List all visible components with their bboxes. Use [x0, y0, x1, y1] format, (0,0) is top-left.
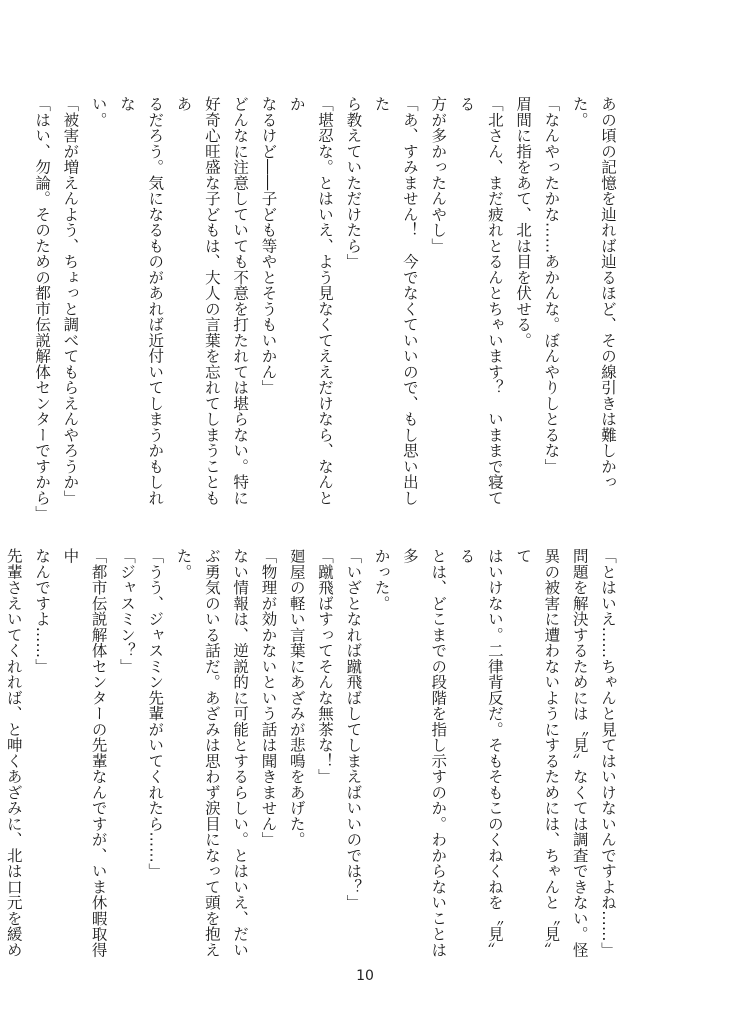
upper-text-line: い。: [89, 96, 108, 128]
upper-text-line: あの頃の記憶を辿れば辿るほど、その線引きは難しかった。: [570, 96, 617, 490]
upper-text-line: 「堪忍な。とはいえ、よう見なくてええだけなら、なんとか: [287, 96, 335, 506]
lower-text-line: 「うう、ジャスミン先輩がいてくれたら……」: [146, 548, 165, 879]
upper-text-line: 「あ、すみません！ 今でなくていいので、もし思い出した: [372, 96, 419, 506]
upper-text-block: [33, 96, 622, 522]
upper-text-line: 「なんやったかな……あかんな。ぼんやりしとるな」: [542, 96, 561, 474]
upper-text-line: どんなに注意していても不意を打たれては堪らない。特に: [231, 96, 250, 506]
lower-text-line: 廻屋の軽い言葉にあざみが悲鳴をあげた。: [287, 548, 306, 848]
upper-text-line: 「北さん、まだ疲れとるんとちゃいます？ いままで寝てる: [457, 96, 504, 506]
lower-text-line: ない情報は、逆説的に可能とするらしい。とはいえ、だい: [231, 548, 250, 958]
upper-text-line: なるけど――子ども等やとそうもいかん」: [259, 96, 278, 396]
upper-text-line: ら教えていただけたら」: [344, 96, 363, 270]
lower-text-block: [4, 548, 622, 968]
lower-text-line: 問題を解決するためには〝見〟なくては調査できない。怪: [570, 548, 589, 958]
lower-text-line: 「いざとなれば蹴飛ばしてしまえばいいのでは？」: [344, 548, 363, 911]
upper-text-line: 「はい、勿論。そのための都市伝説解体センターですから」: [33, 96, 52, 522]
lower-text-line: なんですよ……」: [33, 548, 52, 674]
lower-text-line: かった。: [372, 548, 391, 611]
upper-text-line: 「被害が増えんよう、ちょっと調べてもらえんやろうか」: [61, 96, 80, 506]
lower-text-line: 「都市伝説解体センターの先輩なんですが、いま休暇取得中: [61, 548, 108, 958]
lower-text-line: 「ジャスミン？」: [117, 548, 136, 674]
lower-text-line: 「蹴飛ばすってそんな無茶な！」: [316, 548, 335, 785]
upper-text-line: 方が多かったんやし」: [429, 96, 448, 254]
page-number: 10: [356, 968, 374, 984]
lower-text-line: はいけない。二律背反だ。そもそもこのくねくねを〝見〟る: [457, 548, 504, 958]
upper-text-line: 好奇心旺盛な子どもは、大人の言葉を忘れてしまうこともあ: [174, 96, 221, 506]
upper-text-line: るだろう。気になるものがあれば近付いてしまうかもしれな: [117, 96, 165, 506]
lower-text-line: 異の被害に遭わないようにするためには、ちゃんと〝見〟て: [514, 548, 561, 958]
upper-text-line: 眉間に指をあて、北は目を伏せる。: [514, 96, 533, 348]
lower-text-line: とは、どこまでの段階を指し示すのか。わからないことは多: [400, 548, 448, 958]
lower-text-line: 「とはいえ……ちゃんと見てはいけないんですよね……」: [599, 548, 617, 958]
lower-text-line: ぶ勇気のいる話だ。あざみは思わず涙目になって頭を抱えた。: [174, 548, 221, 958]
lower-text-line: 「物理が効かないという話は聞きません」: [259, 548, 278, 848]
lower-text-line: 先輩さえいてくれれば、と呻くあざみに、北は口元を緩め: [4, 548, 23, 958]
